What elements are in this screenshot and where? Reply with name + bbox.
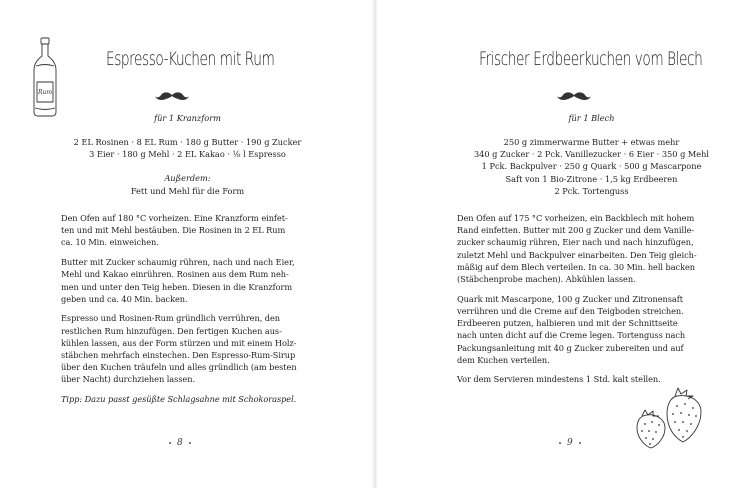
- bottle-label: Rum: [37, 89, 53, 96]
- instruction-paragraph: Espresso und Rosinen-Rum gründlich verrühren, den restlichen Rum hinzufügen. Den fertigen Kuchen aus- kühlen lassen, aus der Form stürzen und mit einem Holz- stäbchen mehrfach einstechen. Den Espresso-Rum-Sirup über den Kuchen träufeln und alles gründlich (am besten über Nacht) durchziehen lassen.: [61, 313, 297, 385]
- left-recipe-title: Espresso-Kuchen mit Rum: [106, 48, 275, 70]
- ingredient-line: 3 Eier · 180 g Mehl · 2 EL Kakao · ⅛ l Espresso: [89, 149, 286, 160]
- instruction-paragraph: Den Ofen auf 180 °C vorheizen. Eine Kranzform einfet- ten und mit Mehl bestäuben. Die Rosinen in 2 EL Rum ca. 10 Min. einweichen.: [61, 213, 288, 248]
- ingredient-line: 2 EL Rosinen · 8 EL Rum · 180 g Butter · 190 g Zucker: [73, 137, 302, 147]
- extras-heading: Außerdem:: [164, 173, 211, 184]
- ingredient-line: 340 g Zucker · 2 Pck. Vanillezucker · 6 Eier · 350 g Mehl: [473, 149, 710, 160]
- right-ingredients: [404, 136, 750, 197]
- left-yield: für 1 Kranzform: [154, 113, 221, 123]
- book-gutter: [372, 0, 378, 488]
- instruction-paragraph: Butter mit Zucker schaumig rühren, nach und nach Eier, Mehl und Kakao einrühren. Rosinen aus dem Rum neh- men und unter den Teig heben. Diesen in die Kranzform geben und ca. 40 Min. backen.: [61, 257, 295, 304]
- instruction-paragraph: Quark mit Mascarpone, 100 g Zucker und Zitronensaft verrühren und die Creme auf den Teigboden streichen. Erdbeeren putzen, halbieren und mit der Schnittseite nach unten dicht auf die Creme legen. Tortenguss nach Packungsanleitung mit 40 g Zucker zubereiten und auf dem Kuchen verteilen.: [457, 293, 686, 365]
- right-recipe-title: Frischer Erdbeerkuchen vom Blech: [479, 48, 703, 70]
- page-number-dot: [189, 442, 191, 444]
- mustache-ornament-right: [556, 91, 592, 101]
- page-number-dot: [169, 442, 171, 444]
- mustache-ornament-left: [154, 91, 190, 101]
- page-number-dot: [559, 442, 561, 444]
- right-yield: für 1 Blech: [568, 113, 615, 123]
- left-ingredients: [0, 136, 375, 197]
- serving-tip: Tipp: Dazu passt gesüßte Schlagsahne mit Schokoraspel.: [61, 394, 297, 405]
- right-page-number: 9: [553, 438, 587, 448]
- ingredient-line: Saft von 1 Bio-Zitrone · 1,5 kg Erdbeeren: [505, 173, 678, 184]
- ingredient-line: 2 Pck. Tortenguss: [554, 185, 629, 196]
- strawberries-illustration: [633, 384, 707, 450]
- extras-item: Fett und Mehl für die Form: [130, 185, 245, 196]
- right-page: [375, 0, 750, 488]
- instruction-paragraph: Den Ofen auf 175 °C vorheizen, ein Backblech mit hohem Rand einfetten. Butter mit 200 g Zucker und dem Vanille- zucker schaumig rühren, Eier nach und nach hinzufügen, zuletzt Mehl und Backpulver einarbeiten. Den Teig gleich- mäßig auf dem Blech verteilen. In ca. 30 Min. hell backen (Stäbchenprobe machen). Abkühlen lassen.: [457, 213, 697, 285]
- ingredient-line: 1 Pck. Backpulver · 250 g Quark · 500 g Mascarpone: [481, 161, 702, 172]
- right-instructions: [457, 212, 697, 393]
- left-page-number: 8: [163, 438, 197, 448]
- page-number-dot: [579, 442, 581, 444]
- left-instructions: [61, 212, 297, 405]
- instruction-paragraph: Vor dem Servieren mindestens 1 Std. kalt stellen.: [457, 374, 661, 385]
- rum-bottle-illustration: [28, 36, 62, 118]
- ingredient-line: 250 g zimmerwarme Butter + etwas mehr: [503, 137, 680, 147]
